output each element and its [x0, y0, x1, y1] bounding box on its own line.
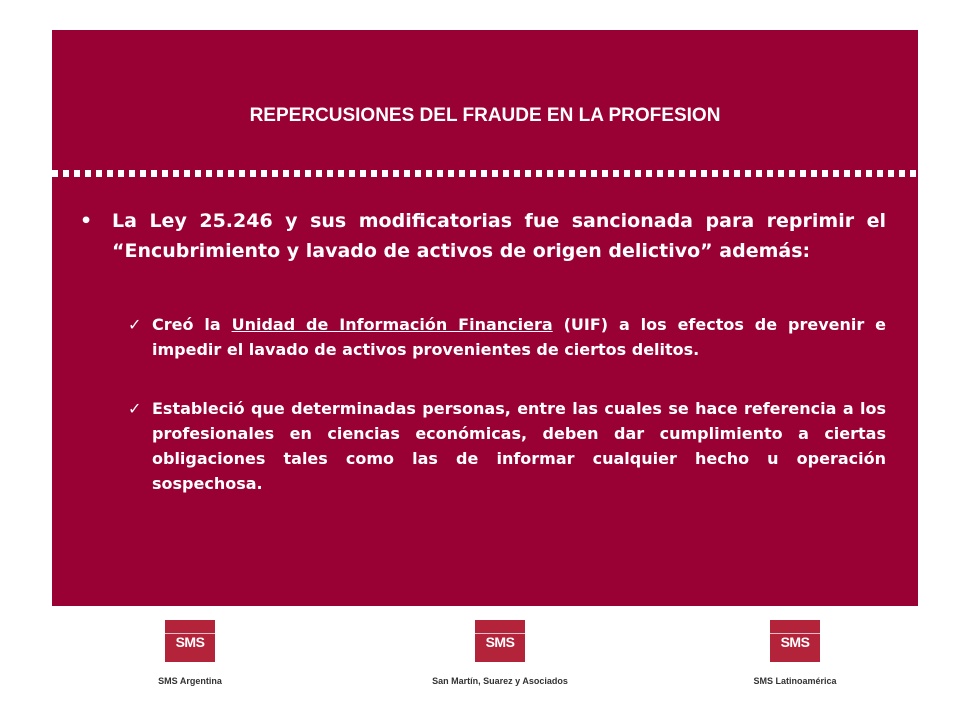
bullet-dot-icon: • [80, 210, 93, 232]
check-item-text: Estableció que determinadas personas, entre las cuales se hace referencia a los profesionales en ciencias económicas, deben dar cumplimiento a ciertas obligaciones tales como las de informar cualquier hecho u operación sospechosa. [152, 399, 886, 493]
slide-panel [52, 30, 918, 606]
slide-content [80, 206, 886, 496]
check-item-text-post: (UIF) a los efectos de prevenir e impedir el lavado de activos provenientes de ciertos delitos. [152, 315, 887, 359]
logo-sms-latinoamerica [720, 620, 870, 686]
logo-caption: SMS Latinoamérica [753, 676, 837, 686]
main-bullet [80, 206, 886, 266]
slide-title: REPERCUSIONES DEL FRAUDE EN LA PROFESION [249, 105, 721, 126]
uif-link-text: Unidad de Información Financiera [231, 315, 553, 334]
footer-logos [0, 612, 960, 720]
logo-san-martin-suarez [410, 620, 590, 686]
check-item-uif [80, 312, 886, 362]
logo-caption: SMS Argentina [158, 676, 222, 686]
logo-mark: SMS [485, 634, 515, 650]
checkmark-icon: ✓ [128, 315, 142, 334]
sms-logo-icon [475, 620, 525, 662]
logo-sms-argentina [135, 620, 245, 686]
sms-logo-icon [770, 620, 820, 662]
main-bullet-text: La Ley 25.246 y sus modificatorias fue sancionada para reprimir el “Encubrimiento y lavado de activos de origen delictivo” además: [112, 210, 886, 262]
checkmark-icon: ✓ [128, 399, 142, 418]
check-item-text-pre: Creó la [152, 315, 232, 334]
logo-mark: SMS [780, 634, 810, 650]
logo-mark: SMS [175, 634, 205, 650]
dotted-divider [52, 170, 918, 177]
logo-caption: San Martín, Suarez y Asociados [432, 676, 568, 686]
check-item-obligations [80, 396, 886, 496]
sms-logo-icon [165, 620, 215, 662]
